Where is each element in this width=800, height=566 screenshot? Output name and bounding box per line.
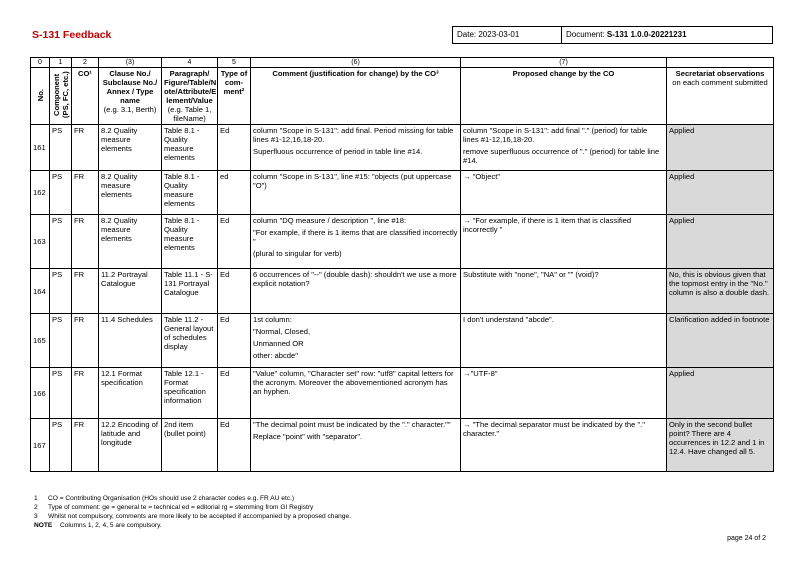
paragraph-cell: 2nd item (bullet point) xyxy=(162,419,218,472)
proposed-line: → "The decimal separator must be indicated by the "." character." xyxy=(463,420,645,438)
paragraph-cell: Table 11.2 - General layout of schedules display xyxy=(162,314,218,368)
component-cell: PS xyxy=(50,215,72,269)
footnote xyxy=(34,512,351,521)
paragraph-cell: Table 12.1 - Format specification information xyxy=(162,368,218,419)
footnote-number: NOTE xyxy=(34,522,53,529)
feedback-table xyxy=(30,57,774,472)
header-component: Component (PS, FC, etc.) xyxy=(50,68,72,125)
proposed-cell xyxy=(461,314,667,368)
table-row xyxy=(31,125,774,171)
comment-line: "For example, if there is 1 items that are classified incorrectly " xyxy=(253,228,458,246)
component-cell: PS xyxy=(50,314,72,368)
comment-line: "The decimal point must be indicated by the "." character."" xyxy=(253,420,451,429)
clause-cell: 8.2 Quality measure elements xyxy=(99,215,162,269)
clause-cell: 8.2 Quality measure elements xyxy=(99,125,162,171)
comment-cell xyxy=(251,419,461,472)
comment-cell xyxy=(251,314,461,368)
document-label: Document: xyxy=(566,30,607,39)
proposed-cell xyxy=(461,419,667,472)
proposed-line: →"UTF-8" xyxy=(463,369,498,378)
secretariat-cell: Applied xyxy=(667,368,774,419)
co-cell: FR xyxy=(72,125,99,171)
header-proposed: Proposed change by the CO xyxy=(461,68,667,125)
comment-line: column "Scope in S-131", line #15: "objects (put uppercase "O") xyxy=(253,172,452,190)
type-cell: ed xyxy=(218,171,251,215)
proposed-cell xyxy=(461,368,667,419)
row-number: 165 xyxy=(31,314,50,368)
table-row xyxy=(31,215,774,269)
clause-cell: 11.2 Portrayal Catalogue xyxy=(99,269,162,314)
co-cell: FR xyxy=(72,215,99,269)
header-clause: Clause No./ Subclause No./ Annex / Type name (e.g. 3.1, Berth) xyxy=(99,68,162,125)
proposed-line: → "For example, if there is 1 item that is classified incorrectly " xyxy=(463,216,632,234)
header-co: CO¹ xyxy=(72,68,99,125)
row-number: 167 xyxy=(31,419,50,472)
comment-cell xyxy=(251,171,461,215)
row-number: 162 xyxy=(31,171,50,215)
footnote-number: 1 xyxy=(34,495,38,502)
proposed-cell xyxy=(461,125,667,171)
clause-cell: 11.4 Schedules xyxy=(99,314,162,368)
header-type: Type of com- ment² xyxy=(218,68,251,125)
clause-cell: 8.2 Quality measure elements xyxy=(99,171,162,215)
header-secretariat: Secretariat observations on each comment submitted xyxy=(667,68,774,125)
column-number: 5 xyxy=(218,58,251,68)
secretariat-cell: Only in the second bullet point? There are 4 occurrences in 12.2 and 1 in 12.4. Have changed all 5. xyxy=(667,419,774,472)
paragraph-cell: Table 8.1 - Quality measure elements xyxy=(162,215,218,269)
co-cell: FR xyxy=(72,269,99,314)
footnotes xyxy=(34,494,351,530)
component-cell: PS xyxy=(50,269,72,314)
comment-line: column "DQ measure / description ", line #18: xyxy=(253,216,407,225)
component-cell: PS xyxy=(50,368,72,419)
comment-cell xyxy=(251,269,461,314)
co-cell: FR xyxy=(72,419,99,472)
type-cell: Ed xyxy=(218,368,251,419)
proposed-cell xyxy=(461,269,667,314)
table-row xyxy=(31,269,774,314)
column-number: (7) xyxy=(461,58,667,68)
table-row xyxy=(31,171,774,215)
proposed-line: remove superfluous occurrence of "." (period) for table line #14. xyxy=(463,147,660,165)
paragraph-cell: Table 8.1 - Quality measure elements xyxy=(162,125,218,171)
page-title: S-131 Feedback xyxy=(32,29,112,41)
footnote-number: 3 xyxy=(34,513,38,520)
secretariat-cell: Clarification added in footnote xyxy=(667,314,774,368)
clause-cell: 12.2 Encoding of latitude and longitude xyxy=(99,419,162,472)
document-value: S-131 1.0.0-20221231 xyxy=(606,30,687,39)
header-no: No. xyxy=(31,68,50,125)
date-field: Date: 2023-03-01 xyxy=(452,26,562,44)
clause-cell: 12.1 Format specification xyxy=(99,368,162,419)
header-paragraph: Paragraph/ Figure/Table/N ote/Attribute/E lement/Value (e.g. Table 1, fileName) xyxy=(162,68,218,125)
footnote-text: Whilst not compulsory, comments are more likely to be accepted if accompanied by a proposed change. xyxy=(48,513,351,520)
type-cell: Ed xyxy=(218,125,251,171)
paragraph-cell: Table 11.1 - S-131 Portrayal Catalogue xyxy=(162,269,218,314)
page-number: page 24 of 2 xyxy=(727,535,766,542)
component-cell: PS xyxy=(50,125,72,171)
table-row xyxy=(31,314,774,368)
co-cell: FR xyxy=(72,368,99,419)
column-number-row xyxy=(31,58,774,68)
comment-line: Unmanned OR xyxy=(253,339,304,348)
type-cell: Ed xyxy=(218,314,251,368)
row-number: 164 xyxy=(31,269,50,314)
comment-line: (plural to singular for verb) xyxy=(253,249,342,258)
document-header xyxy=(32,26,773,44)
document-field xyxy=(562,26,773,44)
component-cell: PS xyxy=(50,171,72,215)
type-cell: Ed xyxy=(218,269,251,314)
header-comment: Comment (justification for change) by the CO³ xyxy=(251,68,461,125)
column-number: 0 xyxy=(31,58,50,68)
footnote-text: Columns 1, 2, 4, 5 are compulsory. xyxy=(60,522,162,529)
footnote-text: CO = Contributing Organisation (HOs should use 2 character codes e.g. FR AU etc.) xyxy=(48,495,295,502)
comment-line: Replace "point" with "separator". xyxy=(253,432,363,441)
comment-line: 1st column: xyxy=(253,315,292,324)
comment-line: 6 occurrences of "--" (double dash): shouldn't we use a more explicit notation? xyxy=(253,270,457,288)
proposed-cell xyxy=(461,215,667,269)
proposed-line: I don't understand "abcde". xyxy=(463,315,554,324)
column-header-row xyxy=(31,68,774,125)
paragraph-cell: Table 8.1 - Quality measure elements xyxy=(162,171,218,215)
column-number: (3) xyxy=(99,58,162,68)
footnote-text: Type of comment: ge = general te = technical ed = editorial rg = stemming from GI Registry xyxy=(48,504,314,511)
comment-cell xyxy=(251,368,461,419)
comment-cell xyxy=(251,215,461,269)
comment-line: "Value" column, "Character set" row: "utf8" capital letters for the acronym. Moreover the abovementioned acronym has an hyphen. xyxy=(253,369,454,396)
secretariat-cell: No, this is obvious given that the topmost entry in the "No." column is also a double dash. xyxy=(667,269,774,314)
co-cell: FR xyxy=(72,171,99,215)
table-row xyxy=(31,419,774,472)
proposed-line: Substitute with "none", "NA" or "" (void)? xyxy=(463,270,599,279)
row-number: 163 xyxy=(31,215,50,269)
column-number xyxy=(667,58,774,68)
proposed-line: column "Scope in S-131": add final "." (period) for table lines #1-12,16,18-20. xyxy=(463,126,648,144)
footnote xyxy=(34,494,351,503)
column-number: 4 xyxy=(162,58,218,68)
footnote xyxy=(34,503,351,512)
proposed-line: → "Object" xyxy=(463,172,501,181)
secretariat-cell: Applied xyxy=(667,125,774,171)
comment-line: column "Scope in S-131": add final. Period missing for table lines #1-12,16,18-20. xyxy=(253,126,454,144)
row-number: 161 xyxy=(31,125,50,171)
column-number: (6) xyxy=(251,58,461,68)
footnote xyxy=(34,521,351,530)
comment-line: Superfluous occurrence of period in table line #14. xyxy=(253,147,423,156)
comment-cell xyxy=(251,125,461,171)
type-cell: Ed xyxy=(218,215,251,269)
comment-line: "Normal, Closed, xyxy=(253,327,311,336)
secretariat-cell: Applied xyxy=(667,171,774,215)
secretariat-cell: Applied xyxy=(667,215,774,269)
type-cell: Ed xyxy=(218,419,251,472)
component-cell: PS xyxy=(50,419,72,472)
row-number: 166 xyxy=(31,368,50,419)
proposed-cell xyxy=(461,171,667,215)
comment-line: other: abcde" xyxy=(253,351,298,360)
co-cell: FR xyxy=(72,314,99,368)
table-row xyxy=(31,368,774,419)
footnote-number: 2 xyxy=(34,504,38,511)
column-number: 1 xyxy=(50,58,72,68)
column-number: 2 xyxy=(72,58,99,68)
